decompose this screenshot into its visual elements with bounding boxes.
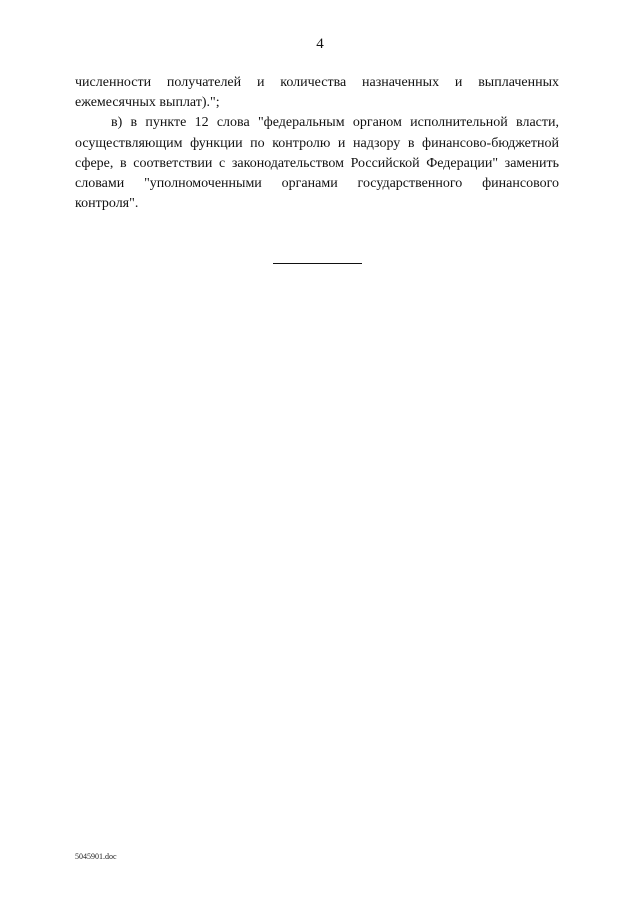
document-body xyxy=(75,73,559,214)
footer-filename: 5045901.doc xyxy=(75,852,117,861)
page-number: 4 xyxy=(316,36,324,52)
paragraph-continuation: численности получателей и количества назначенных и выплаченных ежемесячных выплат)."; xyxy=(75,75,559,111)
end-separator-line xyxy=(273,263,362,264)
paragraph-item-v: в) в пункте 12 слова "федеральным органом исполнительной власти, осуществляющим функции по контролю и надзору в финансово-бюджетной сфере, в соответствии с законодательством Российской Федерации" заменить словами "уполномоченными органами государственного финансового контроля". xyxy=(75,115,559,212)
